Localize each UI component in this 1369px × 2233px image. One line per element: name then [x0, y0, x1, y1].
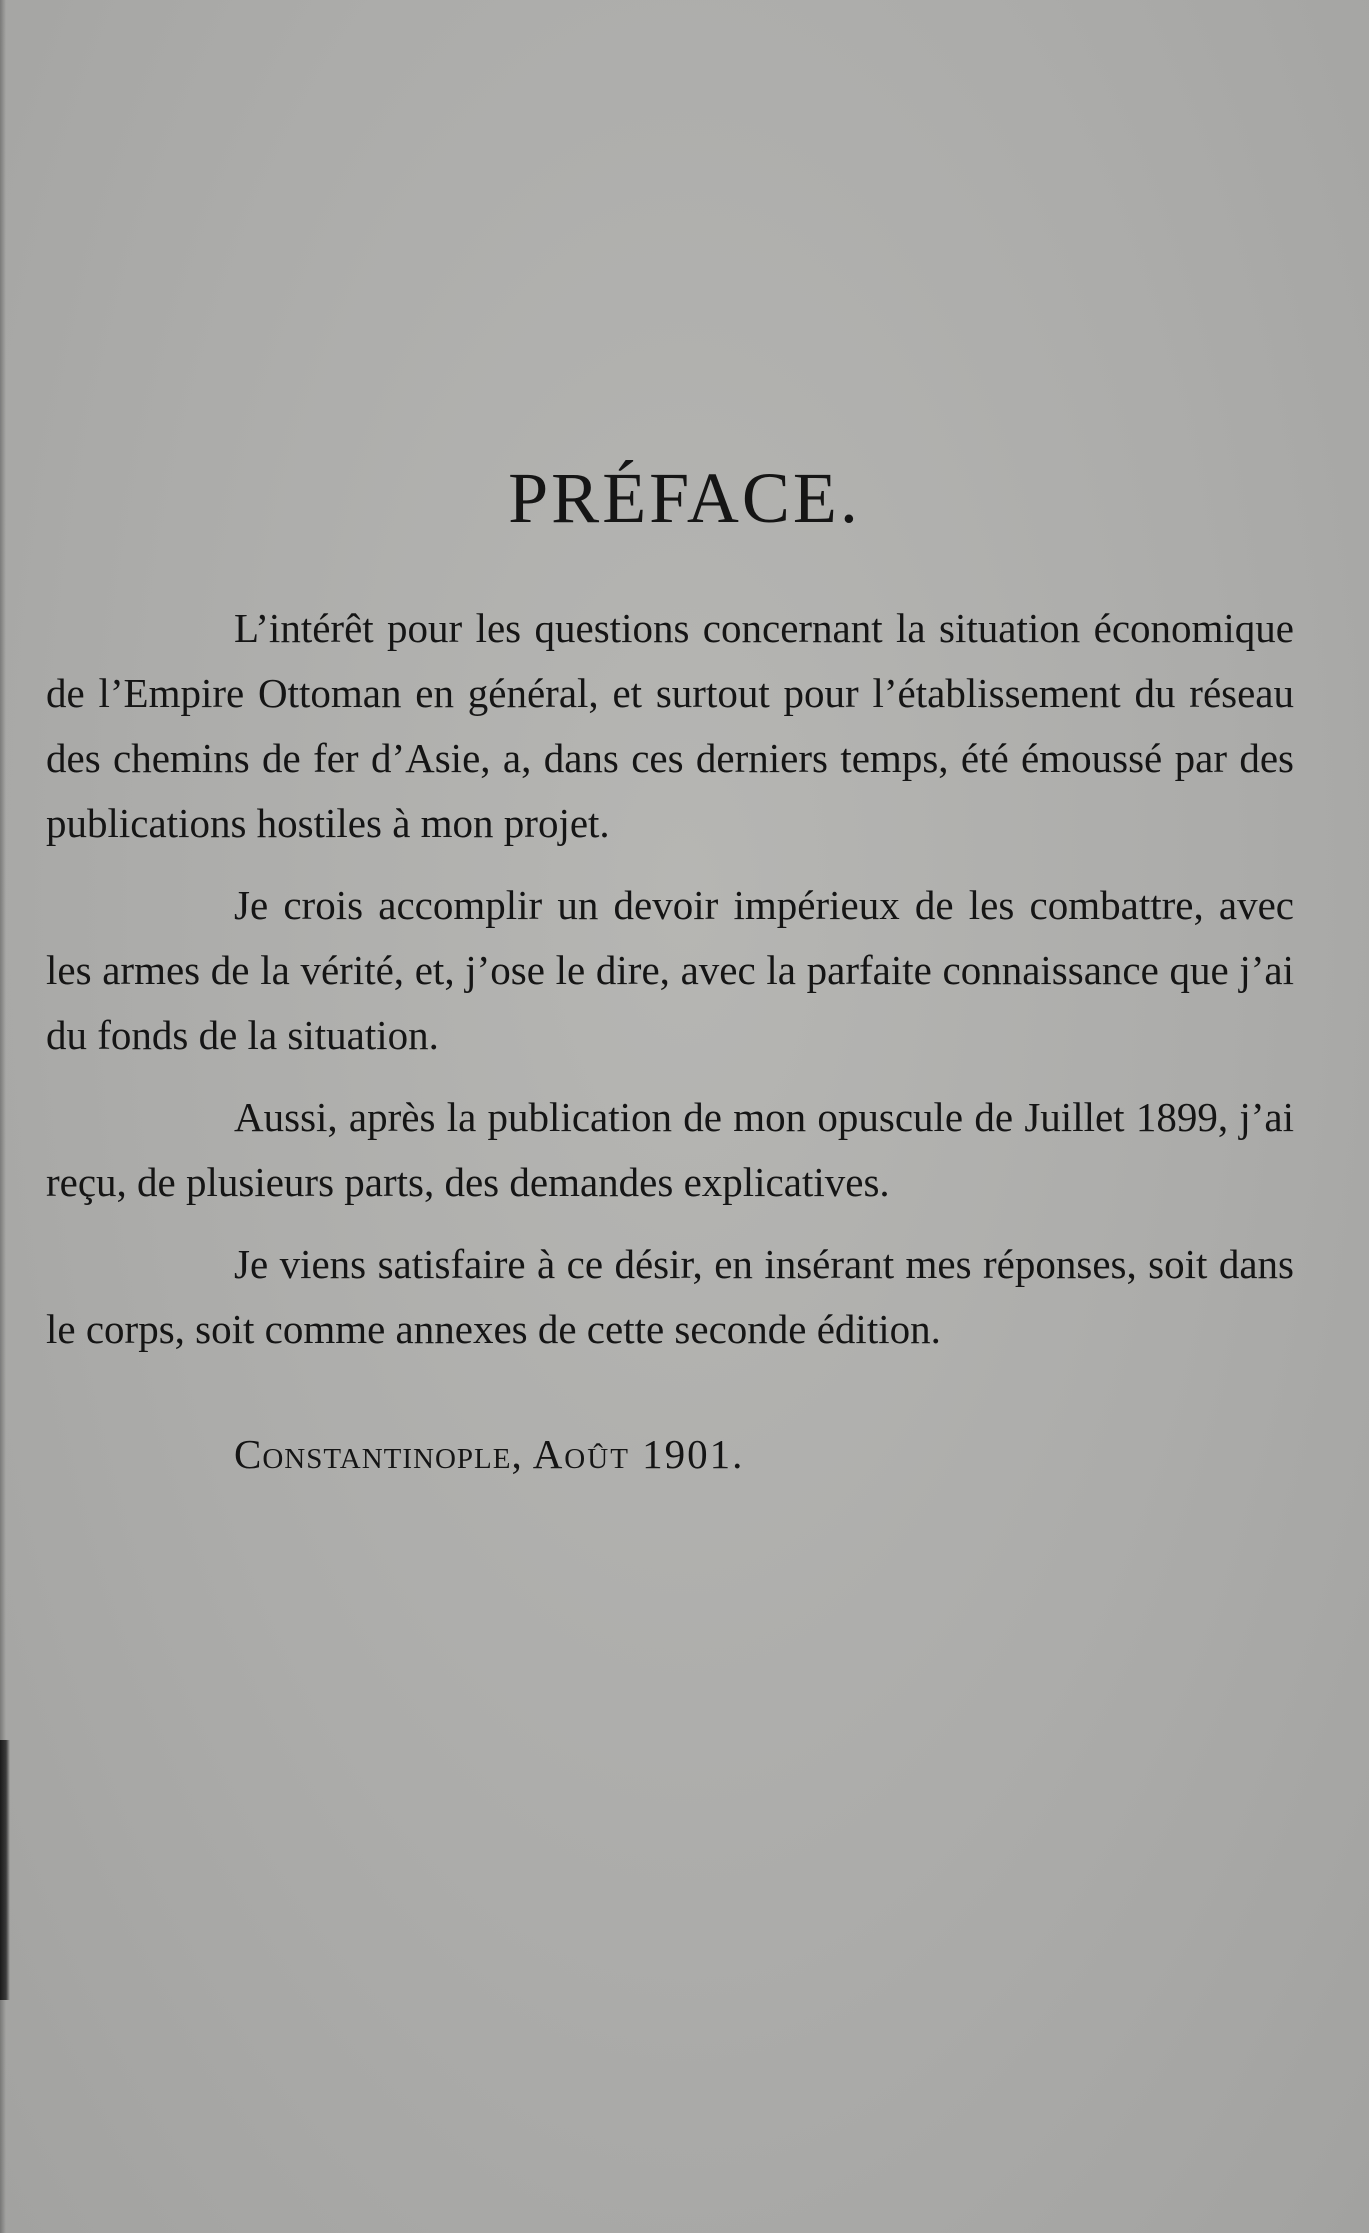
signature-date: Août 1901. [532, 1431, 745, 1477]
signature-place: Constantinople, [234, 1431, 523, 1477]
signature-line [234, 1422, 1294, 1487]
preface-body [46, 596, 1294, 1487]
page-title: PRÉFACE. [508, 458, 861, 538]
paragraph-1: L’intérêt pour les questions concernant la situation économique de l’Empire Ottoman en général, et surtout pour l’établissement du réseau des chemins de fer d’Asie, a, dans ces derniers temps, été émoussé par des publications hostiles à mon projet. [46, 605, 1294, 846]
paragraph-4: Je viens satisfaire à ce désir, en insérant mes réponses, soit dans le corps, soit comme annexes de cette seconde édition. [46, 1241, 1294, 1352]
binding-mark [0, 1740, 10, 2000]
paragraph-3: Aussi, après la publication de mon opuscule de Juillet 1899, j’ai reçu, de plusieurs parts, des demandes explicatives. [46, 1094, 1294, 1205]
paragraph-2: Je crois accomplir un devoir impérieux de les combattre, avec les armes de la vérité, et, j’ose le dire, avec la parfaite connaissance que j’ai du fonds de la situation. [46, 882, 1294, 1058]
